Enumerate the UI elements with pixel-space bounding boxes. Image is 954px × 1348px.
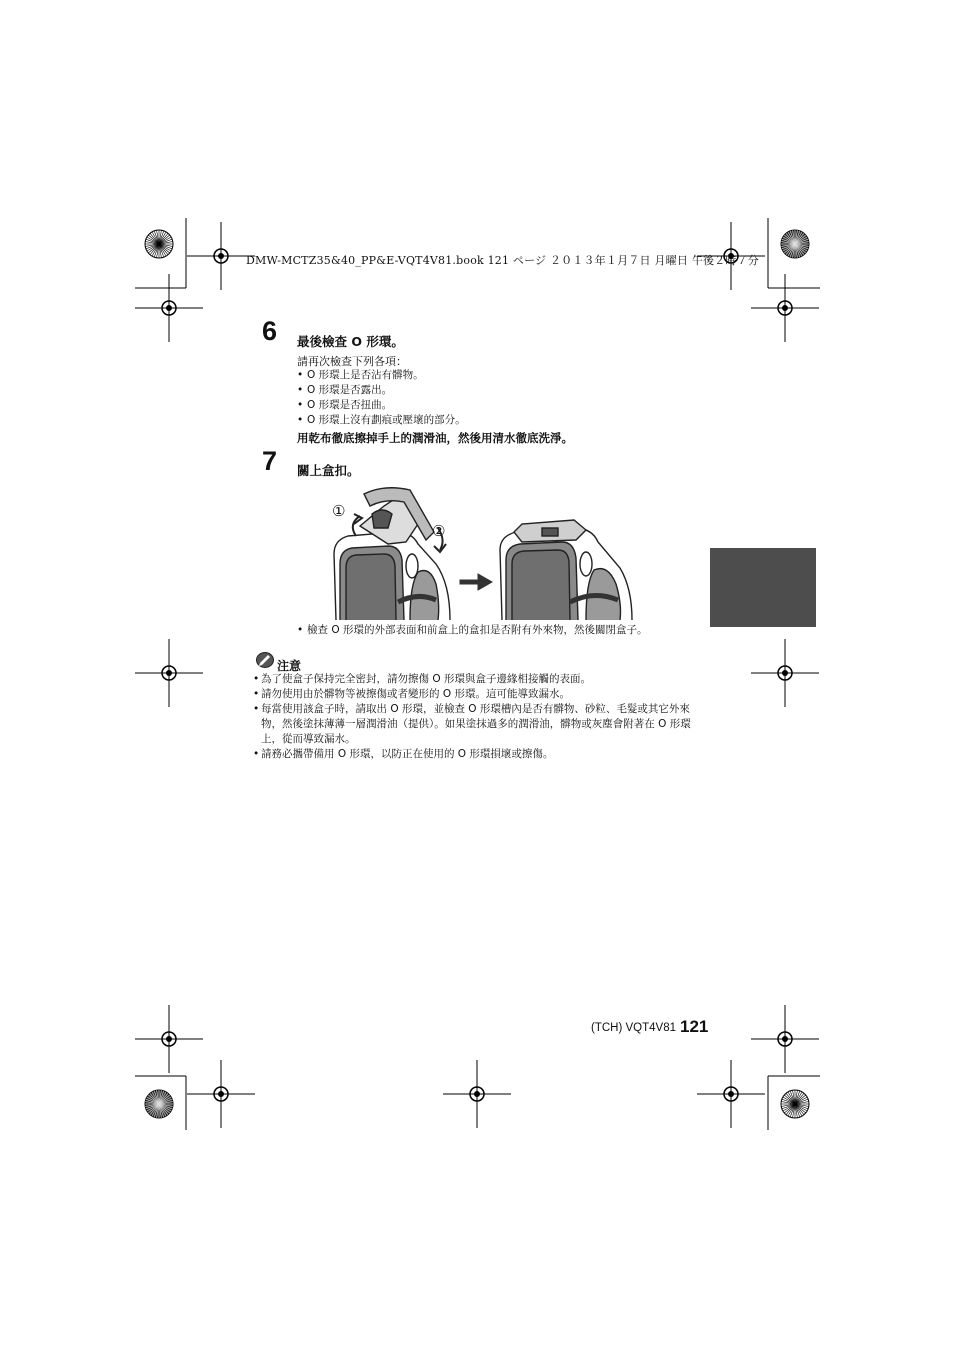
list-item: • 為了使盒子保持完全密封，請勿擦傷 O 形環與盒子邊緣相接觸的表面。 <box>253 672 708 687</box>
step-6-wash-hands-line: 用乾布徹底擦掉手上的潤滑油，然後用清水徹底洗淨。 <box>297 431 573 445</box>
note-title: 注意 <box>277 659 302 673</box>
callout-2: ② <box>432 522 446 540</box>
step-7-title: 關上盒扣。 <box>297 463 360 478</box>
step-6-intro: 請再次檢查下列各項： <box>297 355 407 368</box>
case-open-latch <box>334 488 450 620</box>
callout-1: ① <box>332 502 346 520</box>
note-list <box>253 672 708 762</box>
list-item: • 檢查 O 形環的外部表面和前盒上的盒扣是否附有外來物，然後關閉盒子。 <box>297 623 647 638</box>
print-header-line: DMW-MCTZ35&40_PP&E-VQT4V81.book 121 ページ ２０１３年１月７日 月曜日 午後２時７分 <box>246 254 759 267</box>
list-item: • 每當使用該盒子時，請取出 O 形環，並檢查 O 形環槽內是否有髒物、砂粒、毛髮或其它外來物，然後塗抹薄薄一層潤滑油（提供）。如果塗抹過多的潤滑油，髒物或灰塵會附著在 O 形環上，從而導致漏水。 <box>253 702 708 747</box>
registration-dot <box>474 1091 480 1097</box>
step-7-number: 7 <box>262 446 278 476</box>
registration-dot <box>782 670 788 676</box>
step-7-bullet-list <box>297 623 647 638</box>
page-number: 121 <box>680 1017 709 1036</box>
registration-dot <box>218 253 224 259</box>
case-closed-latch <box>500 520 632 620</box>
list-item: • O 形環是否扭曲。 <box>297 398 466 413</box>
registration-dot <box>166 1036 172 1042</box>
section-tab <box>710 548 816 627</box>
registration-dot <box>166 305 172 311</box>
registration-dot <box>782 1036 788 1042</box>
registration-dot <box>728 1091 734 1097</box>
step-6-number: 6 <box>262 316 278 346</box>
list-item: • 請務必攜帶備用 O 形環，以防正在使用的 O 形環損壞或擦傷。 <box>253 747 708 762</box>
arrow-right-icon <box>460 574 492 590</box>
list-item: • O 形環上是否沾有髒物。 <box>297 368 466 383</box>
footer-doc-code: (TCH) VQT4V81 <box>591 1022 676 1034</box>
step-6-checklist <box>297 368 466 428</box>
registration-dot <box>166 670 172 676</box>
close-latch-illustration <box>326 484 646 622</box>
list-item: • O 形環上沒有劃痕或壓壞的部分。 <box>297 413 466 428</box>
registration-dot <box>782 305 788 311</box>
list-item: • 請勿使用由於髒物等被擦傷或者變形的 O 形環。這可能導致漏水。 <box>253 687 708 702</box>
memo-note-icon <box>256 651 276 669</box>
step-6-title: 最後檢查 O 形環。 <box>297 334 404 349</box>
registration-dot <box>218 1091 224 1097</box>
list-item: • O 形環是否露出。 <box>297 383 466 398</box>
